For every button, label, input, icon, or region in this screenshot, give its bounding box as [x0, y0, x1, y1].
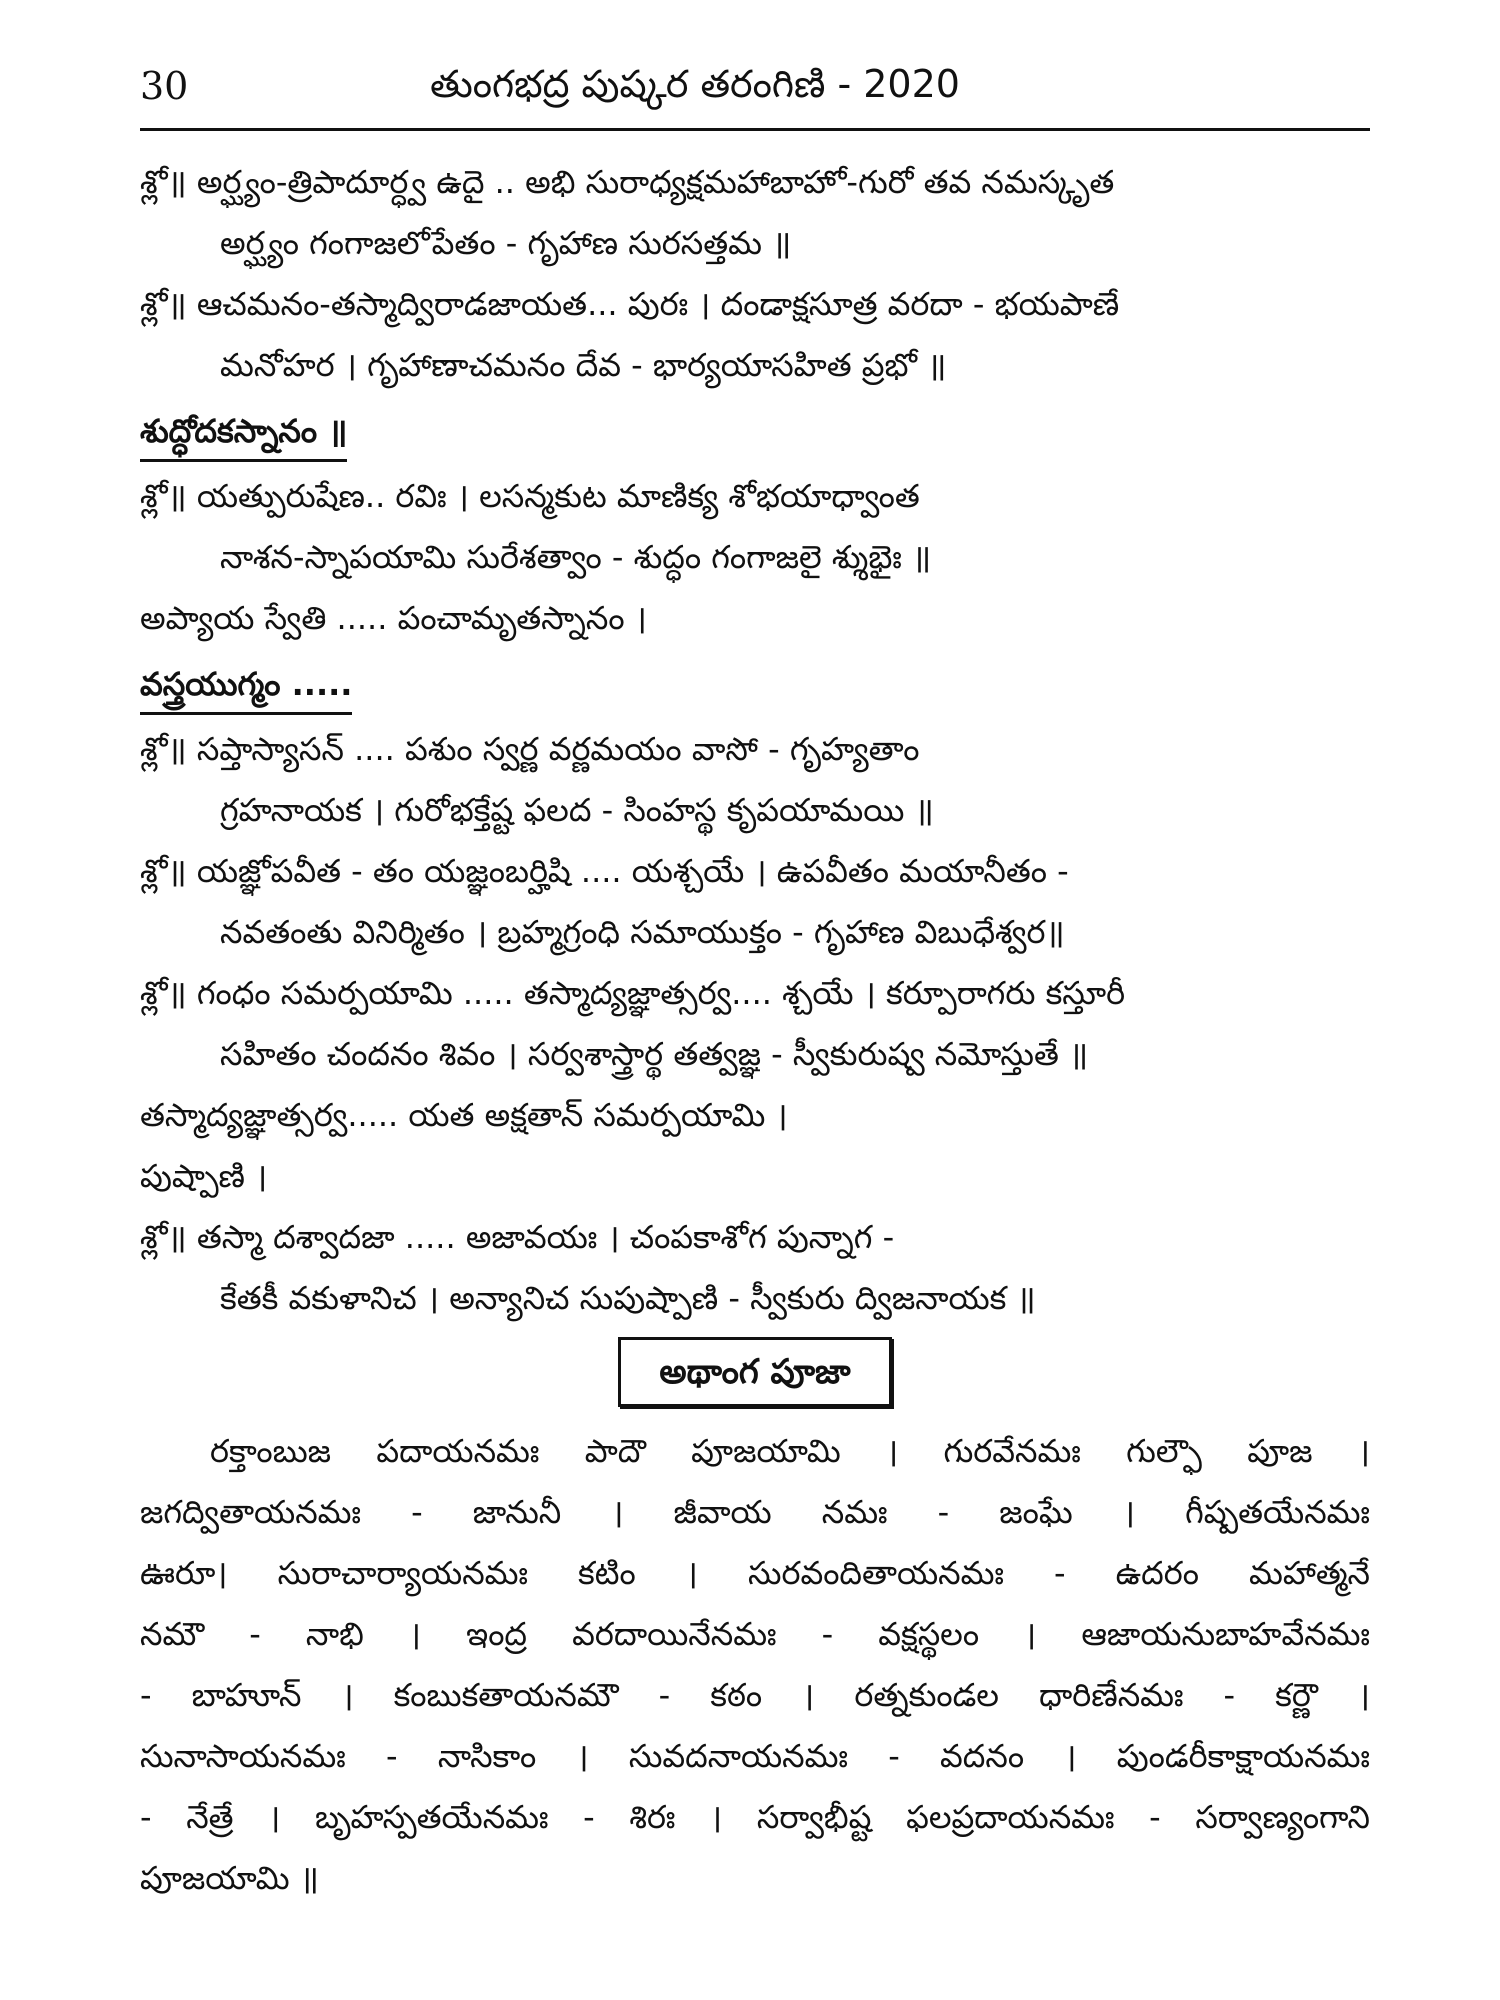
paragraph-line: పూజయామి ॥ [140, 1859, 319, 1897]
paragraph-line: సునాసాయనమః - నాసికాం । సువదనాయనమః - వదనం । పుండరీకాక్షాయనమః [140, 1737, 1370, 1775]
verse-line: గ్రహనాయక । గురోభక్తేష్ట ఫలద - సింహస్థ కృపయామయి ॥ [220, 791, 934, 829]
verse-line: నవతంతు వినిర్మితం । బ్రహ్మగ్రంధి సమాయుక్తం - గృహాణ విబుధేశ్వర॥ [220, 913, 1065, 951]
verse-line: శ్లో॥ యజ్ఞోపవీత - తం యజ్ఞంబర్హిషి .... యశ్చయే । ఉపవీతం మయానీతం - [140, 852, 1069, 890]
paragraph-line: - బాహూన్ । కంబుకతాయనమౌ - కఠం । రత్నకుండల ధారిణేనమః - కర్ణౌ । [140, 1676, 1370, 1714]
text-line: అప్యాయ స్వేతి ..... పంచామృతస్నానం । [140, 599, 647, 637]
boxed-title-wrap [140, 1329, 1370, 1421]
verse-line: మనోహర । గృహాణాచమనం దేవ - భార్యయాసహిత ప్రభో ॥ [220, 346, 947, 384]
verse-line: శ్లో॥ అర్ఘ్యం-త్రిపాదూర్ధ్వ ఉదై .. అభి సురాధ్యక్షమహాబాహో-గురో తవ నమస్కృత [140, 163, 1115, 201]
verse-line: శ్లో॥ గంధం సమర్పయామి ..... తస్మాద్యజ్ఞాత్సర్వ.... శ్చయే । కర్పూరాగరు కస్తూరీ [140, 974, 1126, 1012]
page-number: 30 [140, 64, 189, 108]
paragraph-line: రక్తాంబుజ పదాయనమః పాదౌ పూజయామి । గురవేనమః గుల్ఫౌ పూజ । [210, 1432, 1370, 1470]
paragraph-line: - నేత్రే । బృహస్పతయేనమః - శిరః । సర్వాభీష్ట ఫలప్రదాయనమః - సర్వాణ్యంగాని [140, 1798, 1370, 1836]
paragraph-line: నమౌ - నాభి । ఇంద్ర వరదాయినేనమః - వక్షస్థలం । ఆజాయనుబాహవేనమః [140, 1615, 1370, 1653]
verse-line: శ్లో॥ ఆచమనం-తస్మాద్విరాడజాయత... పురః । దండాక్షసూత్ర వరదా - భయపాణే [140, 285, 1120, 323]
anga-puja-paragraph [140, 1421, 1370, 1909]
running-title: తుంగభద్ర పుష్కర తరంగిణి - 2020 [430, 62, 960, 106]
verse-line: శ్లో॥ యత్పురుషేణ.. రవిః । లసన్మకుట మాణిక్య శోభయాధ్వాంత [140, 477, 920, 515]
verse-line: నాశన-స్నాపయామి సురేశత్వాం - శుద్ధం గంగాజలై శ్శుభైః ॥ [220, 538, 932, 576]
paragraph-line: ఊరూ। సురాచార్యాయనమః కటిం । సురవందితాయనమః - ఉదరం మహాత్మనే [140, 1554, 1370, 1592]
text-line: తస్మాద్యజ్ఞాత్సర్వ..... యత అక్షతాన్ సమర్పయామి । [140, 1096, 788, 1134]
section-heading-shuddhodaka [140, 396, 1370, 466]
section-heading-text: వస్త్రయుగ్మం ..... [140, 656, 352, 715]
section-heading-vastra [140, 649, 1370, 719]
boxed-title: అథాంగ పూజా [618, 1337, 891, 1407]
section-heading-text: శుద్ధోదకస్నానం ॥ [140, 403, 347, 462]
paragraph-line: జగద్వితాయనమః - జానునీ । జీవాయ నమః - జంఘే । గీష్పతయేనమః [140, 1493, 1370, 1531]
verse-line: కేతకీ వకుళానిచ । అన్యానిచ సుపుష్పాణి - స్వీకురు ద్విజనాయక ॥ [220, 1279, 1036, 1317]
verse-line: శ్లో॥ తస్మా దశ్వాదజా ..... అజావయః । చంపకాశోగ పున్నాగ - [140, 1218, 895, 1256]
verse-line: శ్లో॥ సప్తాస్యాసన్ .... పశుం స్వర్ణ వర్ణమయం వాసో - గృహ్యతాం [140, 730, 920, 768]
text-line: పుష్పాణి । [140, 1157, 268, 1195]
verse-line: సహితం చందనం శివం । సర్వశాస్త్రార్థ తత్వజ్ఞ - స్వీకురుష్వ నమోస్తుతే ॥ [220, 1035, 1089, 1073]
page-body [140, 152, 1370, 1909]
verse-line: అర్ఘ్యం గంగాజలోపేతం - గృహాణ సురసత్తమ ॥ [220, 224, 792, 262]
page-header [140, 58, 1370, 131]
